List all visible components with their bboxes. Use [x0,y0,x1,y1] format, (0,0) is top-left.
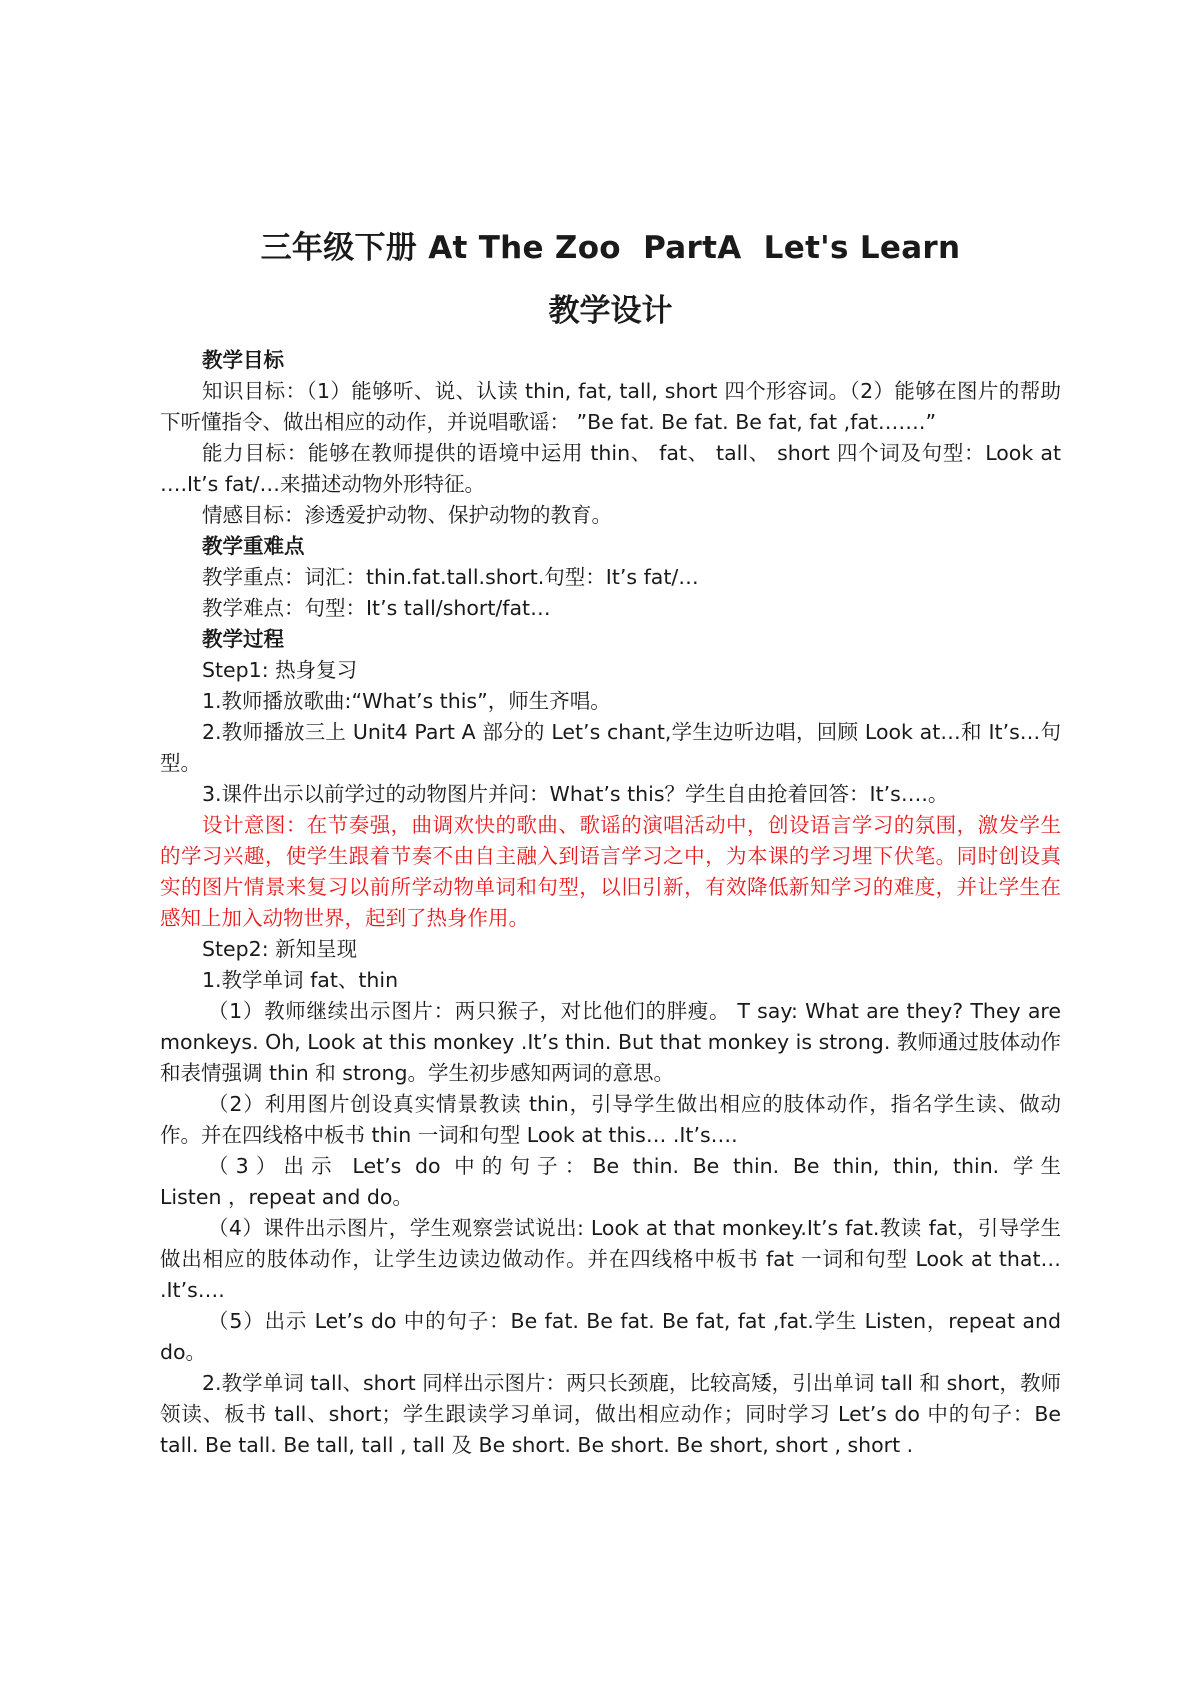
goal-ability: 能力目标：能够在教师提供的语境中运用 thin、 fat、 tall、 short 四个词及句型：Look at ….It’s fat/…来描述动物外形特征。 [160,441,1061,496]
design-intent-note: 设计意图：在节奏强，曲调欢快的歌曲、歌谣的演唱活动中，创设语言学习的氛围，激发学生的学习兴趣，使学生跟着节奏不由自主融入到语言学习之中，为本课的学习埋下伏笔。同时创设真实的图片情景来复习以前所学动物单词和句型，以旧引新，有效降低新知学习的难度，并让学生在感知上加入动物世界，起到了热身作用。 [160,813,1061,930]
step2-heading: Step2: 新知呈现 [202,937,358,961]
goal-knowledge: 知识目标：（1）能够听、说、认读 thin, fat, tall, short 四个形容词。（2）能够在图片的帮助下听懂指令、做出相应的动作，并说唱歌谣： ”Be fat. Be fat. Be fat, fat ,fat…….” [160,379,1061,434]
key-points-heading: 教学重难点 [202,534,305,558]
difficult-point: 教学难点：句型：It’s tall/short/fat… [202,596,551,620]
step1-item-1: 1.教师播放歌曲:“What’s this”，师生齐唱。 [202,689,611,713]
step2-item-1c-continued: Listen ，repeat and do。 [160,1185,413,1209]
step2-item-1: 1.教学单词 fat、thin [202,968,399,992]
goals-heading: 教学目标 [202,348,284,372]
document-subtitle: 教学设计 [548,293,673,329]
goal-emotion: 情感目标：渗透爱护动物、保护动物的教育。 [202,503,612,527]
step2-item-1e: （5）出示 Let’s do 中的句子：Be fat. Be fat. Be fat, fat ,fat.学生 Listen，repeat and do。 [160,1309,1061,1364]
step2-item-1a: （1）教师继续出示图片：两只猴子，对比他们的胖瘦。 T say: What are they? They are monkeys. Oh, Look at this monkey .It’s thin. But that monkey is strong. 教师通过肢体动作和表情强调 thin 和 strong。学生初步感知两词的意思。 [160,999,1061,1085]
step2-item-1c: （3）出示 Let’s do 中的句子：Be thin. Be thin. Be thin, thin, thin. 学生 [208,1154,1061,1178]
step1-item-2: 2.教师播放三上 Unit4 Part A 部分的 Let’s chant,学生边听边唱，回顾 Look at…和 It’s…句型。 [160,720,1061,775]
document-title: 三年级下册 At The Zoo PartA Let's Learn [260,230,961,266]
step2-item-2: 2.教学单词 tall、short 同样出示图片：两只长颈鹿，比较高矮，引出单词 tall 和 short，教师领读、板书 tall、short；学生跟读学习单词，做出相应动作；同时学习 Let’s do 中的句子：Be tall. Be tall. Be tall, tall , tall 及 Be short. Be short. Be short, short , short . [160,1371,1061,1457]
document-page [160,228,1061,1461]
step1-item-3: 3.课件出示以前学过的动物图片并问：What’s this？学生自由抢着回答：It’s….。 [202,782,949,806]
step2-item-1b: （2）利用图片创设真实情景教读 thin，引导学生做出相应的肢体动作，指名学生读、做动作。并在四线格中板书 thin 一词和句型 Look at this… .It’s…. [160,1092,1061,1147]
step2-item-1d: （4）课件出示图片，学生观察尝试说出: Look at that monkey.It’s fat.教读 fat，引导学生做出相应的肢体动作，让学生边读边做动作。并在四线格中板书 fat 一词和句型 Look at that… .It’s…. [160,1216,1061,1302]
key-point: 教学重点：词汇：thin.fat.tall.short.句型：It’s fat/… [202,565,699,589]
process-heading: 教学过程 [202,627,284,651]
step1-heading: Step1: 热身复习 [202,658,358,682]
